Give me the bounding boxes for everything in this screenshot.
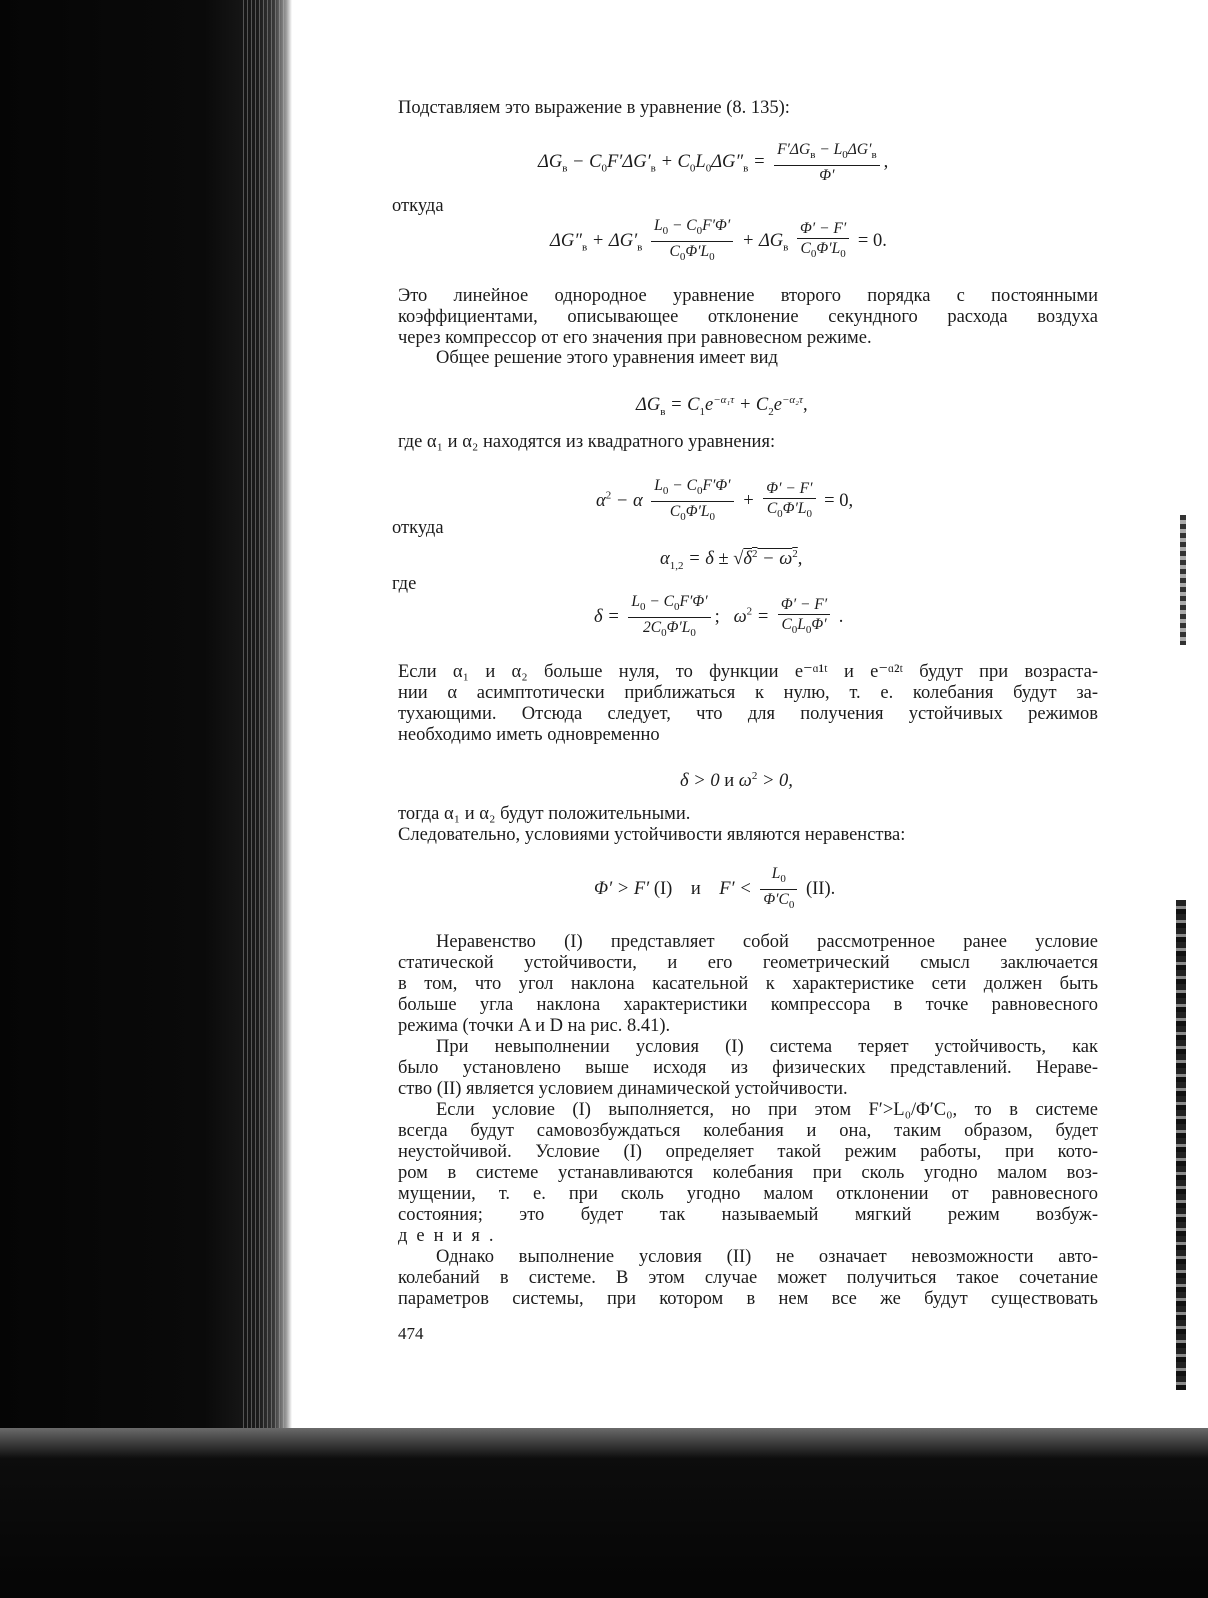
paragraph-soft-l5: мущении, т. е. при сколь угодно малом отклонении от равновесного [398, 1184, 1098, 1204]
equation-positivity: δ > 0 и $\omega^2 > 0$, [680, 770, 793, 792]
paragraph-static-l5: режима (точки A и D на рис. 8.41). [398, 1016, 671, 1036]
paragraph-linear-eq-l1: Это линейное однородное уравнение второго порядка с постоянными [398, 286, 1098, 306]
paragraph-linear-eq-l2: коэффициентами, описывающее отклонение секундного расхода воздуха [398, 307, 1098, 327]
paragraph-auto-l2: колебаний в системе. В этом случае может получиться такое сочетание [398, 1268, 1098, 1288]
paragraph-soft-l7: дения. [398, 1226, 503, 1246]
paragraph-soft-l6: состояния; это будет так называемый мягкий режим возбуж- [398, 1205, 1098, 1225]
paragraph-static-l2: статической устойчивости, и его геометрический смысл заключается [398, 953, 1098, 973]
paragraph-dynamic-l3: ство (II) является условием динамической устойчивости. [398, 1079, 848, 1099]
scan-shadow-bottom [0, 1428, 1208, 1598]
paragraph-static-l4: больше угла наклона характеристики компрессора в точке равновесного [398, 995, 1098, 1015]
equation-inequalities: Φ′ > F′ (I) и F′ < $\frac{L_0}{\Phi'C_0}$ (II). [594, 865, 836, 912]
equation-2: $\Delta G''_в + \Delta G'_в$ $\frac{L_0 - C_0F'\Phi'}{C_0\Phi'L_0}$ + $\Delta G_в$ $\frac{\Phi' - F'}{C_0\Phi'L_0}$ = 0. [550, 217, 887, 264]
equation-general-solution: $\Delta G_в = C_1e^{-\alpha_1\tau} + C_2e^{-\alpha_2\tau}$, [636, 394, 808, 418]
paragraph-positive: тогда α₁ и α₂ будут положительными. [398, 804, 691, 824]
paragraph-decay-l2: нии α асимптотически приближаться к нулю, т. е. колебания будут за- [398, 683, 1098, 703]
paragraph-quadratic: где α₁ и α₂ находятся из квадратного уравнения: [398, 432, 776, 452]
paragraph-dynamic-l2: было установлено выше исходя из физических представлений. Нераве- [398, 1058, 1098, 1078]
paragraph-soft-l3: неустойчивой. Условие (I) определяет такой режим работы, при кото- [398, 1142, 1098, 1162]
equation-delta-omega: δ = $\frac{L_0 - C_0F'\Phi'}{2C_0\Phi'L_0}$ ; $\omega^2$ = $\frac{\Phi' - F'}{C_0L_0\Phi'}$ . [594, 593, 844, 640]
scan-binding-stripes [240, 0, 286, 1430]
paragraph-decay-l4: необходимо иметь одновременно [398, 725, 660, 745]
paragraph-soft-l4: ром в системе устанавливаются колебания при сколь угодно малом воз- [398, 1163, 1098, 1183]
paragraph-substitute: Подставляем это выражение в уравнение (8. 135): [398, 98, 790, 118]
paragraph-static-l3: в том, что угол наклона касательной к характеристике сети должен быть [398, 974, 1098, 994]
equation-quadratic: $\alpha^2 - \alpha$ $\frac{L_0 - C_0F'\Phi'}{C_0\Phi'L_0}$ + $\frac{\Phi' - F'}{C_0\Phi'L_0}$ = 0, [596, 477, 854, 524]
paragraph-auto-l3: параметров системы, при котором в нем все же будут существовать [398, 1289, 1098, 1309]
word-gde: где [392, 574, 417, 594]
equation-1: $\Delta G_в - C_0F'\Delta G'_в + C_0L_0\Delta G''_в$ = $\frac{F'\Delta G_в - L_0\Delta G'_в}{\Phi'}$ , [538, 141, 889, 185]
paragraph-dynamic-l1: При невыполнении условия (I) система теряет устойчивость, как [436, 1037, 1098, 1057]
equation-roots: $\alpha_{1,2} = \delta \pm √\delta^2 - \omega^2$, [660, 548, 803, 572]
paragraph-general-solution: Общее решение этого уравнения имеет вид [436, 348, 778, 368]
paragraph-static-l1: Неравенство (I) представляет собой рассмотренное ранее условие [436, 932, 1098, 952]
page-number: 474 [398, 1324, 424, 1343]
paragraph-conditions: Следовательно, условиями устойчивости являются неравенства: [398, 825, 906, 845]
paragraph-decay-l3: тухающими. Отсюда следует, что для получения устойчивых режимов [398, 704, 1098, 724]
scan-edge-right-upper [1180, 515, 1186, 645]
paragraph-decay-l1: Если α₁ и α₂ больше нуля, то функции e⁻ᵅ¹ᵗ и e⁻ᵅ²ᵗ будут при возраста- [398, 662, 1098, 682]
scan-edge-right [1176, 900, 1186, 1390]
word-otkuda-2: откуда [392, 518, 444, 538]
word-otkuda-1: откуда [392, 196, 444, 216]
paragraph-soft-l2: всегда будут самовозбуждаться колебания и она, таким образом, будет [398, 1121, 1098, 1141]
paragraph-soft-l1: Если условие (I) выполняется, но при этом F′>L₀/Φ′C₀, то в системе [436, 1100, 1098, 1120]
paragraph-linear-eq-l3: через компрессор от его значения при равновесном режиме. [398, 328, 872, 348]
paragraph-auto-l1: Однако выполнение условия (II) не означает невозможности авто- [436, 1247, 1098, 1267]
